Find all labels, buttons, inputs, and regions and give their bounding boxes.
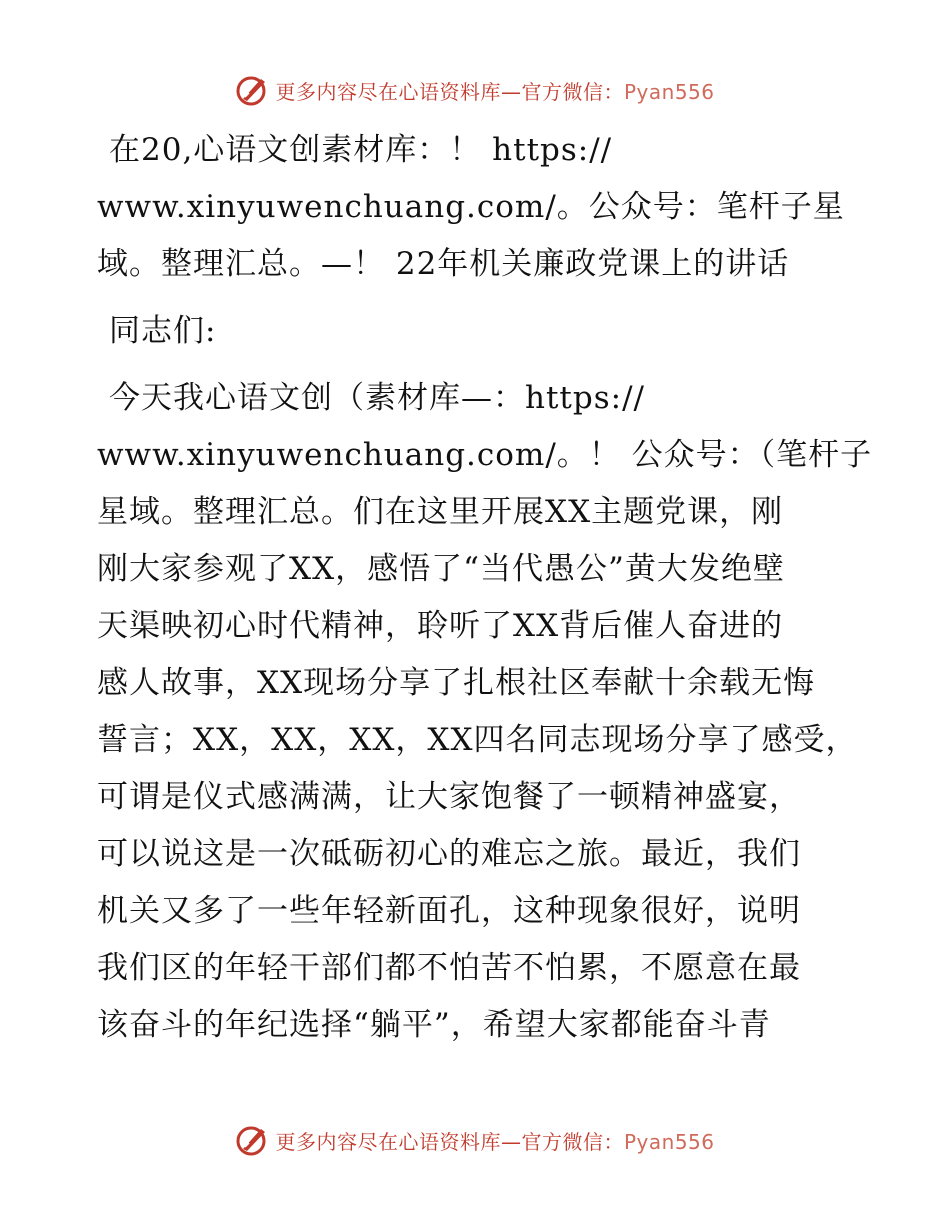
doc-line: www.xinyuwenchuang.com/。公众号：笔杆子星 (97, 189, 845, 225)
document-body (97, 122, 873, 1054)
paragraph-line: www.xinyuwenchuang.com/。！ 公众号：（笔杆子 (97, 437, 873, 473)
paragraph-line: 可以说这是一次砥砺初心的难忘之旅。最近，我们 (97, 836, 801, 872)
paragraph-line: 刚大家参观了XX，感悟了“当代愚公”黄大发绝壁 (97, 551, 785, 587)
paragraph-line: 星域。整理汇总。们在这里开展XX主题党课，刚 (97, 494, 784, 530)
paragraph-line: 机关又多了一些年轻新面孔，这种现象很好，说明 (97, 893, 801, 929)
watermark-banner-top (0, 70, 950, 110)
salutation: 同志们: (109, 313, 217, 349)
paragraph-line: 誓言；XX，XX，XX，XX四名同志现场分享了感受， (97, 722, 858, 758)
watermark-text: 更多内容尽在心语资料库—官方微信：Pyan556 (275, 79, 715, 104)
doc-line: 在20,心语文创素材库：！ https:// (109, 132, 613, 168)
doc-title-line: 域。整理汇总。—！ 22年机关廉政党课上的讲话 (97, 246, 790, 282)
quill-logo-icon (235, 73, 269, 107)
quill-logo-icon (235, 1123, 269, 1157)
paragraph-line: 该奋斗的年纪选择“躺平”，希望大家都能奋斗青 (97, 1007, 771, 1043)
paragraph-line: 天渠映初心时代精神，聆听了XX背后催人奋进的 (97, 608, 784, 644)
watermark-text: 更多内容尽在心语资料库—官方微信：Pyan556 (275, 1129, 715, 1154)
paragraph-line: 今天我心语文创（素材库—：https:// (109, 380, 645, 416)
paragraph-line: 可谓是仪式感满满，让大家饱餐了一顿精神盛宴， (97, 779, 801, 815)
paragraph-line: 感人故事，XX现场分享了扎根社区奉献十余载无悔 (97, 665, 816, 701)
watermark-banner-bottom (0, 1120, 950, 1160)
paragraph-line: 我们区的年轻干部们都不怕苦不怕累，不愿意在最 (97, 950, 801, 986)
